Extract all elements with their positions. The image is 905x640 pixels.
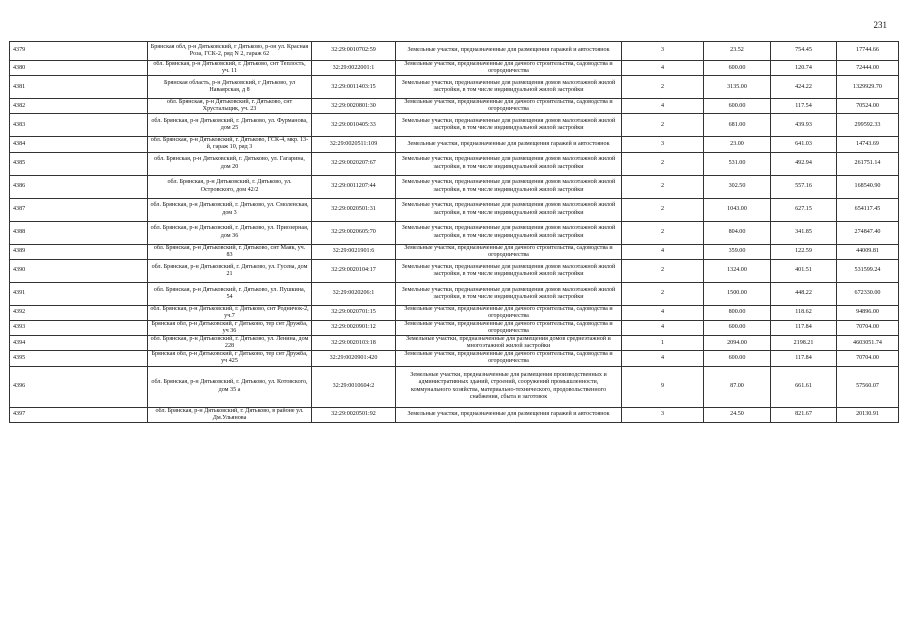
cadastral-value-cell: 654117.45 bbox=[837, 198, 899, 221]
cadastral-number-cell: 32:29:0020103:18 bbox=[312, 336, 396, 351]
row-number: 4396 bbox=[10, 366, 148, 407]
row-number: 4386 bbox=[10, 175, 148, 198]
specific-value-cell: 117.84 bbox=[771, 351, 837, 366]
address-cell: обл. Брянская, р-н Дятьковский, г. Дятьково, в районе ул. Дм.Ульянова bbox=[148, 407, 312, 422]
table-row bbox=[10, 114, 899, 137]
group-cell: 2 bbox=[622, 259, 704, 282]
cadastral-value-cell: 261751.14 bbox=[837, 152, 899, 175]
specific-value-cell: 821.67 bbox=[771, 407, 837, 422]
specific-value-cell: 424.22 bbox=[771, 76, 837, 99]
row-number: 4381 bbox=[10, 76, 148, 99]
cadastral-number-cell: 32:29:0020501:31 bbox=[312, 198, 396, 221]
cadastral-value-cell: 20130.91 bbox=[837, 407, 899, 422]
address-cell: обл. Брянская, р-н Дятьковский, г. Дятьково, ул. Приозерная, дом 36 bbox=[148, 221, 312, 244]
cadastral-value-cell: 94896.00 bbox=[837, 305, 899, 320]
group-cell: 4 bbox=[622, 305, 704, 320]
address-cell: Брянская обл, р-н Дятьковский, г Дятьково, тер снт Дружба, уч 425 bbox=[148, 351, 312, 366]
table-row bbox=[10, 61, 899, 76]
cadastral-value-cell: 17744.66 bbox=[837, 42, 899, 61]
address-cell: Брянская область, р-н Дятьковский, г Дятьково, ул Наваярская, д 8 bbox=[148, 76, 312, 99]
group-cell: 3 bbox=[622, 42, 704, 61]
row-number: 4390 bbox=[10, 259, 148, 282]
specific-value-cell: 661.61 bbox=[771, 366, 837, 407]
address-cell: Брянская обл, р-н Дятьковский, г Дятьково, тер снт Дружба, уч 36 bbox=[148, 320, 312, 335]
address-cell: обл. Брянская, р-н Дятьковский, г. Дятьково, ул. Гусева, дом 21 bbox=[148, 259, 312, 282]
land-use-cell: Земельные участки, предназначенные для размещения гаражей и автостоянок bbox=[396, 407, 622, 422]
land-use-cell: Земельные участки, предназначенные для размещения домов малоэтажной жилой застройки, в том числе индивидуальной жилой застройки bbox=[396, 259, 622, 282]
row-number: 4392 bbox=[10, 305, 148, 320]
table-row bbox=[10, 221, 899, 244]
table-row bbox=[10, 366, 899, 407]
cadastral-number-cell: 32:29:0010405:33 bbox=[312, 114, 396, 137]
area-cell: 681.00 bbox=[704, 114, 771, 137]
land-use-cell: Земельные участки, предназначенные для размещения гаражей и автостоянок bbox=[396, 137, 622, 152]
area-cell: 600.00 bbox=[704, 320, 771, 335]
table-row bbox=[10, 305, 899, 320]
land-use-cell: Земельные участки, предназначенные для размещения домов малоэтажной жилой застройки, в том числе индивидуальной жилой застройки bbox=[396, 76, 622, 99]
land-use-cell: Земельные участки, предназначенные для дачного строительства, садоводства и огородничества bbox=[396, 351, 622, 366]
address-cell: обл. Брянская, р-н Дятьковский, г. Дятьково, снт Хрустальщик, уч. 23 bbox=[148, 99, 312, 114]
group-cell: 2 bbox=[622, 198, 704, 221]
area-cell: 600.00 bbox=[704, 61, 771, 76]
table-row bbox=[10, 198, 899, 221]
table-row bbox=[10, 152, 899, 175]
table-body bbox=[10, 42, 899, 423]
cadastral-number-cell: 32:29:0022001:1 bbox=[312, 61, 396, 76]
table-row bbox=[10, 259, 899, 282]
area-cell: 804.00 bbox=[704, 221, 771, 244]
cadastral-value-cell: 14743.69 bbox=[837, 137, 899, 152]
address-cell: обл. Брянская, р-н Дятьковский, г. Дятьково, ул. Котовского, дом 35 а bbox=[148, 366, 312, 407]
area-cell: 1043.00 bbox=[704, 198, 771, 221]
group-cell: 2 bbox=[622, 221, 704, 244]
group-cell: 4 bbox=[622, 61, 704, 76]
row-number: 4397 bbox=[10, 407, 148, 422]
group-cell: 4 bbox=[622, 320, 704, 335]
land-use-cell: Земельные участки, предназначенные для размещения домов малоэтажной жилой застройки, в том числе индивидуальной жилой застройки bbox=[396, 175, 622, 198]
area-cell: 302.50 bbox=[704, 175, 771, 198]
cadastral-number-cell: 32:29:0020104:17 bbox=[312, 259, 396, 282]
address-cell: обл. Брянская, р-н Дятьковский, г. Дятьково, ул. Гагарина, дом 20 bbox=[148, 152, 312, 175]
cadastral-value-cell: 70704.00 bbox=[837, 320, 899, 335]
specific-value-cell: 118.62 bbox=[771, 305, 837, 320]
cadastral-number-cell: 32:29:0020207:67 bbox=[312, 152, 396, 175]
table-row bbox=[10, 320, 899, 335]
group-cell: 3 bbox=[622, 407, 704, 422]
cadastral-value-cell: 299592.33 bbox=[837, 114, 899, 137]
land-use-cell: Земельные участки, предназначенные для размещения гаражей и автостоянок bbox=[396, 42, 622, 61]
area-cell: 23.00 bbox=[704, 137, 771, 152]
table-row bbox=[10, 76, 899, 99]
table-row bbox=[10, 351, 899, 366]
address-cell: обл. Брянская, р-н Дятьковский, г. Дятьково, снт Маяк, уч. 83 bbox=[148, 244, 312, 259]
land-use-cell: Земельные участки, предназначенные для размещения домов малоэтажной жилой застройки, в том числе индивидуальной жилой застройки bbox=[396, 198, 622, 221]
cadastral-number-cell: 32:29:0010604:2 bbox=[312, 366, 396, 407]
address-cell: Брянская обл, р-н Дятьковский, г Дятьково, р-он ул. Красная Роза, ГСК-2, ряд N 2, гараж 62 bbox=[148, 42, 312, 61]
cadastral-number-cell: 32:29:0010702:59 bbox=[312, 42, 396, 61]
cadastral-number-cell: 32:29:0020501:92 bbox=[312, 407, 396, 422]
row-number: 4383 bbox=[10, 114, 148, 137]
cadastral-value-table bbox=[9, 41, 899, 423]
group-cell: 2 bbox=[622, 175, 704, 198]
cadastral-number-cell: 32:29:0020511:109 bbox=[312, 137, 396, 152]
group-cell: 2 bbox=[622, 114, 704, 137]
cadastral-number-cell: 32:29:0020901:12 bbox=[312, 320, 396, 335]
cadastral-value-cell: 70524.00 bbox=[837, 99, 899, 114]
address-cell: обл. Брянская, р-н Дятьковский, г. Дятьково, ул. Островского, дом 42/2 bbox=[148, 175, 312, 198]
group-cell: 2 bbox=[622, 76, 704, 99]
area-cell: 531.00 bbox=[704, 152, 771, 175]
cadastral-number-cell: 32:29:0021901:6 bbox=[312, 244, 396, 259]
cadastral-value-cell: 1329929.70 bbox=[837, 76, 899, 99]
group-cell: 4 bbox=[622, 351, 704, 366]
land-use-cell: Земельные участки, предназначенные для размещения домов среднеэтажной и многоэтажной жилой застройки bbox=[396, 336, 622, 351]
land-use-cell: Земельные участки, предназначенные для дачного строительства, садоводства и огородничества bbox=[396, 61, 622, 76]
area-cell: 600.00 bbox=[704, 351, 771, 366]
table-row bbox=[10, 175, 899, 198]
cadastral-value-cell: 57560.07 bbox=[837, 366, 899, 407]
address-cell: обл. Брянская, р-н Дятьковский, г. Дятьково, ул. Фурманова, дом 25 bbox=[148, 114, 312, 137]
cadastral-number-cell: 32:29:0020701:15 bbox=[312, 305, 396, 320]
row-number: 4384 bbox=[10, 137, 148, 152]
address-cell: обл. Брянская, р-н Дятьковский, г. Дятьково, ГСК-4, мкр. 13-й, гараж 10, ряд 3 bbox=[148, 137, 312, 152]
cadastral-number-cell: 32:29:0011207:44 bbox=[312, 175, 396, 198]
area-cell: 359.00 bbox=[704, 244, 771, 259]
cadastral-number-cell: 32:29:0020206:1 bbox=[312, 282, 396, 305]
specific-value-cell: 117.84 bbox=[771, 320, 837, 335]
address-cell: обл. Брянская, р-н Дятьковский, г. Дятьково, снт Родничок-2, уч.7 bbox=[148, 305, 312, 320]
address-cell: обл. Брянская, р-н Дятьковский, г. Дятьково, снт Теплость, уч. 11 bbox=[148, 61, 312, 76]
land-use-cell: Земельные участки, предназначенные для размещения домов малоэтажной жилой застройки, в том числе индивидуальной жилой застройки bbox=[396, 282, 622, 305]
row-number: 4387 bbox=[10, 198, 148, 221]
address-cell: обл. Брянская, р-н Дятьковский, г. Дятьково, ул. Ленина, дом 228 bbox=[148, 336, 312, 351]
specific-value-cell: 120.74 bbox=[771, 61, 837, 76]
cadastral-value-cell: 44009.81 bbox=[837, 244, 899, 259]
cadastral-value-cell: 72444.00 bbox=[837, 61, 899, 76]
group-cell: 9 bbox=[622, 366, 704, 407]
specific-value-cell: 641.03 bbox=[771, 137, 837, 152]
cadastral-value-cell: 672330.00 bbox=[837, 282, 899, 305]
land-use-cell: Земельные участки, предназначенные для дачного строительства, садоводства и огородничества bbox=[396, 244, 622, 259]
land-use-cell: Земельные участки, предназначенные для дачного строительства, садоводства и огородничества bbox=[396, 320, 622, 335]
specific-value-cell: 754.45 bbox=[771, 42, 837, 61]
specific-value-cell: 627.15 bbox=[771, 198, 837, 221]
row-number: 4395 bbox=[10, 351, 148, 366]
area-cell: 3135.00 bbox=[704, 76, 771, 99]
row-number: 4379 bbox=[10, 42, 148, 61]
area-cell: 24.50 bbox=[704, 407, 771, 422]
cadastral-value-cell: 168540.90 bbox=[837, 175, 899, 198]
area-cell: 800.00 bbox=[704, 305, 771, 320]
land-use-cell: Земельные участки, предназначенные для размещения домов малоэтажной жилой застройки, в том числе индивидуальной жилой застройки bbox=[396, 221, 622, 244]
group-cell: 4 bbox=[622, 99, 704, 114]
area-cell: 1500.00 bbox=[704, 282, 771, 305]
address-cell: обл. Брянская, р-н Дятьковский, г. Дятьково, ул. Пушкина, 54 bbox=[148, 282, 312, 305]
row-number: 4389 bbox=[10, 244, 148, 259]
area-cell: 2094.00 bbox=[704, 336, 771, 351]
specific-value-cell: 117.54 bbox=[771, 99, 837, 114]
specific-value-cell: 2198.21 bbox=[771, 336, 837, 351]
area-cell: 23.52 bbox=[704, 42, 771, 61]
cadastral-number-cell: 32:29:0020901:420 bbox=[312, 351, 396, 366]
cadastral-number-cell: 32:29:0020801:30 bbox=[312, 99, 396, 114]
group-cell: 2 bbox=[622, 152, 704, 175]
land-use-cell: Земельные участки, предназначенные для размещения производственных и административных зданий, строений, сооружений промышленности, коммунального хозяйства, материально-технического, продовольственного снабжения, сбыта и заготовок bbox=[396, 366, 622, 407]
specific-value-cell: 492.94 bbox=[771, 152, 837, 175]
table-row bbox=[10, 42, 899, 61]
cadastral-value-cell: 70704.00 bbox=[837, 351, 899, 366]
specific-value-cell: 401.51 bbox=[771, 259, 837, 282]
row-number: 4380 bbox=[10, 61, 148, 76]
group-cell: 3 bbox=[622, 137, 704, 152]
land-use-cell: Земельные участки, предназначенные для размещения домов малоэтажной жилой застройки, в том числе индивидуальной жилой застройки bbox=[396, 152, 622, 175]
specific-value-cell: 439.93 bbox=[771, 114, 837, 137]
land-use-cell: Земельные участки, предназначенные для дачного строительства, садоводства и огородничества bbox=[396, 305, 622, 320]
specific-value-cell: 557.16 bbox=[771, 175, 837, 198]
row-number: 4385 bbox=[10, 152, 148, 175]
group-cell: 1 bbox=[622, 336, 704, 351]
page-number: 231 bbox=[873, 20, 887, 30]
row-number: 4394 bbox=[10, 336, 148, 351]
row-number: 4393 bbox=[10, 320, 148, 335]
table-row bbox=[10, 137, 899, 152]
cadastral-number-cell: 32:29:0011403:15 bbox=[312, 76, 396, 99]
table-row bbox=[10, 244, 899, 259]
table-row bbox=[10, 407, 899, 422]
table-row bbox=[10, 282, 899, 305]
row-number: 4382 bbox=[10, 99, 148, 114]
land-use-cell: Земельные участки, предназначенные для размещения домов малоэтажной жилой застройки, в том числе индивидуальной жилой застройки bbox=[396, 114, 622, 137]
area-cell: 1324.00 bbox=[704, 259, 771, 282]
cadastral-value-cell: 4603051.74 bbox=[837, 336, 899, 351]
cadastral-value-cell: 531599.24 bbox=[837, 259, 899, 282]
specific-value-cell: 122.59 bbox=[771, 244, 837, 259]
specific-value-cell: 448.22 bbox=[771, 282, 837, 305]
group-cell: 2 bbox=[622, 282, 704, 305]
area-cell: 87.00 bbox=[704, 366, 771, 407]
cadastral-number-cell: 32:29:0020605:70 bbox=[312, 221, 396, 244]
specific-value-cell: 341.85 bbox=[771, 221, 837, 244]
row-number: 4391 bbox=[10, 282, 148, 305]
group-cell: 4 bbox=[622, 244, 704, 259]
cadastral-value-cell: 274847.40 bbox=[837, 221, 899, 244]
row-number: 4388 bbox=[10, 221, 148, 244]
land-use-cell: Земельные участки, предназначенные для дачного строительства, садоводства и огородничества bbox=[396, 99, 622, 114]
table-row bbox=[10, 336, 899, 351]
area-cell: 600.00 bbox=[704, 99, 771, 114]
table-row bbox=[10, 99, 899, 114]
address-cell: обл. Брянская, р-н Дятьковский, г. Дятьково, ул. Смоленская, дом 3 bbox=[148, 198, 312, 221]
